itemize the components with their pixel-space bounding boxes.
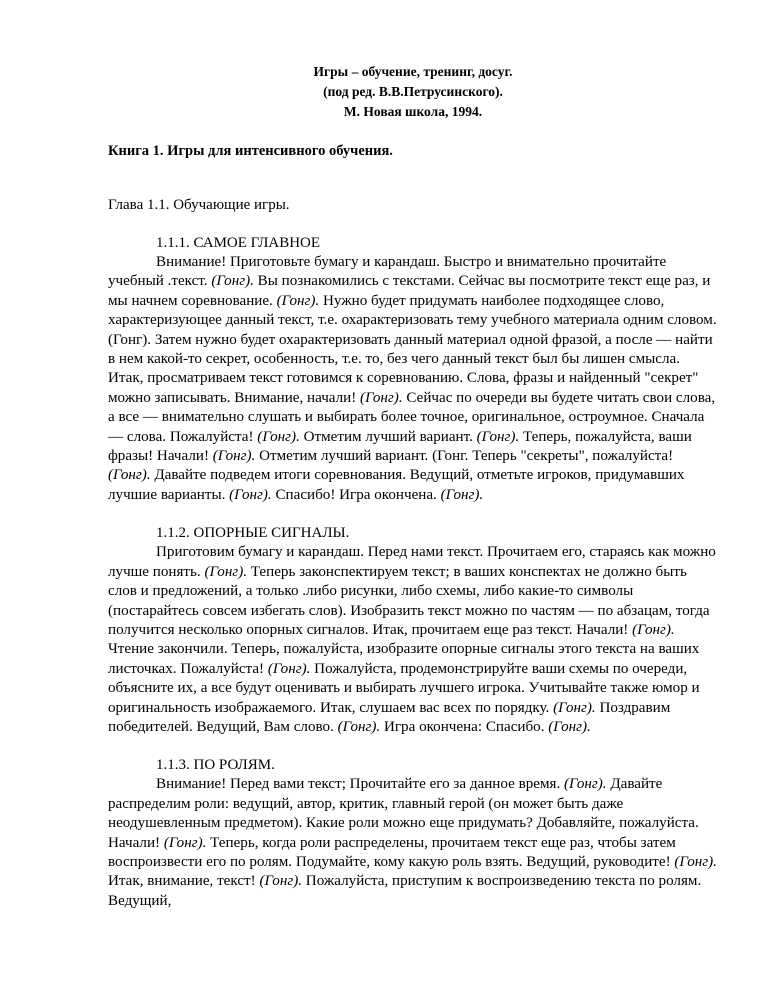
text-run: Отметим лучший вариант. (Гонг. Теперь "секреты", пожалуйста!	[255, 448, 674, 465]
text-run: Сейчас по очереди вы будете читать свои слова, а все — внимательно слушать и выбирать более точное, оригинальное, остроумное. Сначала — слова. Пожалуйста!	[108, 389, 716, 445]
text-run: Итак, внимание, текст!	[108, 873, 260, 890]
text-run: Пожалуйста, продемонстрируйте ваши схемы по очереди, объясните их, а все будут оценивать и выбирать лучшего игрока. Учитывайте также юмор и оригинальность изображаемого. Итак, слушаем вас всех по порядку.	[108, 660, 700, 716]
document-header	[108, 62, 718, 122]
text-run: Поздравим победителей. Ведущий, Вам слово.	[108, 699, 671, 735]
gong-cue: (Гонг).	[360, 389, 403, 406]
text-run: Теперь, когда роли распределены, прочитаем текст еще раз, чтобы затем воспроизвести его по ролям. Подумайте, кому какую роль взять. Ведущий, руководите!	[108, 834, 676, 870]
gong-cue: (Гонг).	[476, 428, 520, 445]
section-1	[108, 234, 718, 505]
gong-cue: (Гонг).	[259, 873, 303, 890]
text-run: Нужно будет придумать наиболее подходящее слово, характеризующее данный текст, т.е. охарактеризовать тему учебного материала одним словом. (Гонг). Затем нужно будет охарактеризовать данный материал одной фразой, а после — найти в нем какой-то секрет, особенность, т.е. то, без чего данный текст был бы лишен смысла. Итак, просматриваем текст готовимся к соревнованию. Слова, фразы и найденный "секрет" можно записывать. Внимание, начали!	[108, 292, 717, 406]
section-title: 1.1.2. ОПОРНЫЕ СИГНАЛЫ.	[156, 525, 350, 542]
text-run: Пожалуйста, приступим к воспроизведению текста по ролям. Ведущий,	[108, 873, 702, 909]
text-run: Внимание! Приготовьте бумагу и карандаш. Быстро и внимательно прочитайте учебный .текст.	[108, 254, 667, 290]
text-run: Отметим лучший вариант.	[299, 428, 477, 445]
section-body	[108, 253, 718, 505]
book-title: Книга 1. Игры для интенсивного обучения.	[108, 143, 393, 159]
header-title-line: Игры – обучение, тренинг, досуг.	[313, 64, 513, 79]
text-run: Игра окончена: Спасибо.	[380, 718, 549, 735]
text-run: Приготовим бумагу и карандаш. Перед нами текст. Прочитаем его, стараясь как можно лучше понять.	[108, 544, 716, 580]
gong-cue: (Гонг).	[674, 853, 717, 870]
gong-cue: (Гонг).	[632, 621, 675, 638]
text-run: Давайте распределим роли: ведущий, автор, критик, главный герой (он может быть даже неодушевленным предметом). Какие роли можно еще придумать? Добавляйте, пожалуйста. Начали!	[108, 776, 699, 851]
gong-cue: (Гонг).	[553, 699, 596, 716]
text-run: Вы познакомились с текстами. Сейчас вы посмотрите текст еще раз, и мы начнем соревнование.	[108, 273, 711, 309]
section-2	[108, 524, 718, 737]
text-run: Давайте подведем итоги соревнования. Ведущий, отметьте игроков, придумавших лучшие варианты.	[108, 467, 685, 503]
section-title: 1.1.3. ПО РОЛЯМ.	[156, 757, 275, 774]
chapter-title: Глава 1.1. Обучающие игры.	[108, 197, 290, 213]
gong-cue: (Гонг).	[257, 428, 300, 445]
gong-cue: (Гонг).	[267, 660, 311, 677]
gong-cue: (Гонг).	[204, 563, 247, 580]
text-run: Теперь, пожалуйста, ваши фразы! Начали!	[108, 428, 692, 465]
gong-cue: (Гонг).	[337, 718, 381, 735]
gong-cue: (Гонг).	[440, 486, 484, 503]
gong-cue: (Гонг).	[108, 467, 151, 484]
text-run: Спасибо! Игра окончена.	[271, 486, 441, 503]
section-title: 1.1.1. САМОЕ ГЛАВНОЕ	[156, 235, 321, 251]
section-body	[108, 775, 718, 911]
text-run: Чтение закончили. Теперь, пожалуйста, изобразите опорные сигналы этого текста на ваших листочках. Пожалуйста!	[108, 641, 700, 677]
gong-cue: (Гонг).	[211, 273, 254, 290]
section-body	[108, 543, 718, 737]
header-publisher-line: М. Новая школа, 1994.	[343, 104, 483, 119]
gong-cue: (Гонг).	[229, 486, 272, 503]
gong-cue: (Гонг).	[276, 292, 320, 309]
header-editor-line: (под ред. В.В.Петрусинского).	[323, 84, 503, 99]
gong-cue: (Гонг).	[212, 448, 256, 465]
section-3	[108, 756, 718, 911]
gong-cue: (Гонг).	[163, 834, 207, 851]
text-run: Внимание! Перед вами текст; Прочитайте его за данное время.	[156, 776, 564, 793]
gong-cue: (Гонг).	[564, 776, 607, 793]
text-run: Теперь законспектируем текст; в ваших конспектах не должно быть слов и предложений, а только .либо рисунки, либо схемы, либо какие-то символы (постарайтесь совсем избегать слов). Изобразить текст можно по частям — по абзацам, тогда получится несколько опорных сигналов. Итак, прочитаем еще раз текст. Начали!	[108, 563, 710, 638]
document-page	[108, 62, 718, 930]
gong-cue: (Гонг).	[548, 718, 591, 735]
